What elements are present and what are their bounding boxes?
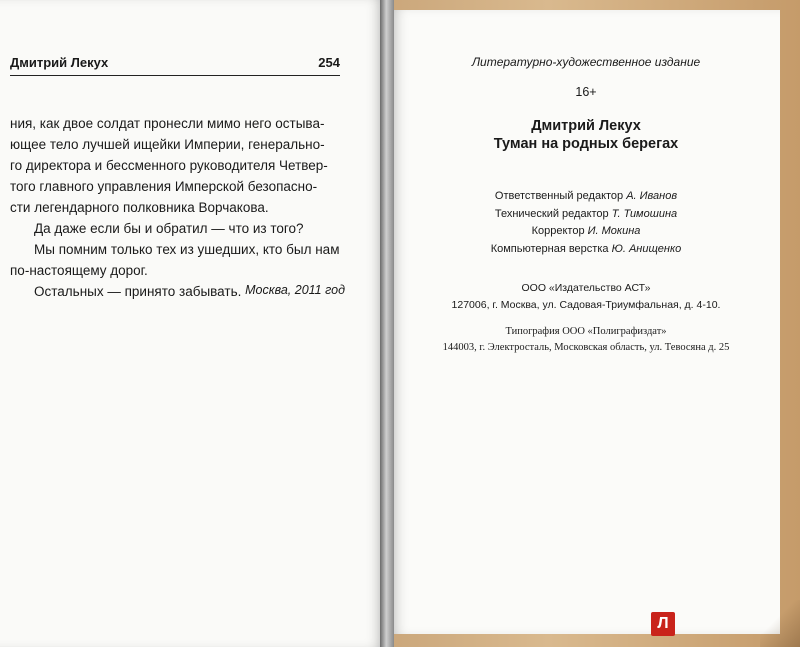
page-corner-shadow: [760, 600, 800, 647]
watermark-logo-icon: Л: [651, 612, 675, 636]
printer-block: [392, 324, 780, 356]
book-title: Туман на родных берегах: [493, 136, 679, 152]
running-head-author: Дмитрий Лекух: [10, 55, 109, 70]
credit-name: А. Иванов: [626, 190, 678, 202]
credit-line: [392, 188, 780, 206]
text-line: Мы помним только тех из ушедших, кто был нам: [34, 242, 340, 257]
credit-line: [392, 223, 780, 241]
edition-type: Литературно-художественное издание: [471, 55, 701, 69]
book-author: Дмитрий Лекух: [531, 118, 641, 134]
publisher-address: 127006, г. Москва, ул. Садовая-Триумфальная, д. 4-10.: [451, 299, 721, 311]
text-line: того главного управления Имперской безопасно-: [10, 179, 318, 194]
credit-line: [392, 241, 780, 259]
credit-role: Ответственный редактор: [494, 190, 624, 202]
text-line: Да даже если бы и обратил — что из того?: [34, 221, 304, 236]
printer-address: 144003, г. Электросталь, Московская область, ул. Тевосяна д. 25: [442, 342, 730, 353]
text-line: Остальных — принято забывать.: [34, 284, 242, 299]
text-line: по-настоящему дорог.: [10, 263, 148, 278]
left-page: [0, 0, 383, 647]
credit-role: Корректор: [531, 225, 585, 237]
publisher-name: ООО «Издательство АСТ»: [521, 282, 651, 294]
imprint-page: [392, 10, 780, 634]
text-line: ния, как двое солдат пронесли мимо него остыва-: [10, 116, 325, 131]
text-line: сти легендарного полковника Ворчакова.: [10, 200, 269, 215]
body-text: [10, 113, 345, 302]
place-date-signature: Москва, 2011 год: [245, 283, 345, 297]
page-number: 254: [318, 55, 340, 70]
text-line: ющее тело лучшей ищейки Империи, генерально-: [10, 137, 325, 152]
credit-name: И. Мокина: [587, 225, 641, 237]
running-head: [10, 55, 340, 76]
credit-line: [392, 206, 780, 224]
credit-name: Ю. Анищенко: [611, 242, 682, 255]
credit-name: Т. Тимошина: [611, 207, 678, 220]
credit-role: Компьютерная верстка: [490, 242, 609, 255]
age-rating: 16+: [575, 85, 597, 99]
book-gutter: [380, 0, 394, 647]
printer-name: Типография ООО «Полиграфиздат»: [505, 326, 667, 337]
text-line: го директора и бессменного руководителя Четвер-: [10, 158, 328, 173]
publisher-block: [392, 280, 780, 314]
credit-role: Технический редактор: [494, 207, 609, 220]
credits-list: [392, 188, 780, 258]
